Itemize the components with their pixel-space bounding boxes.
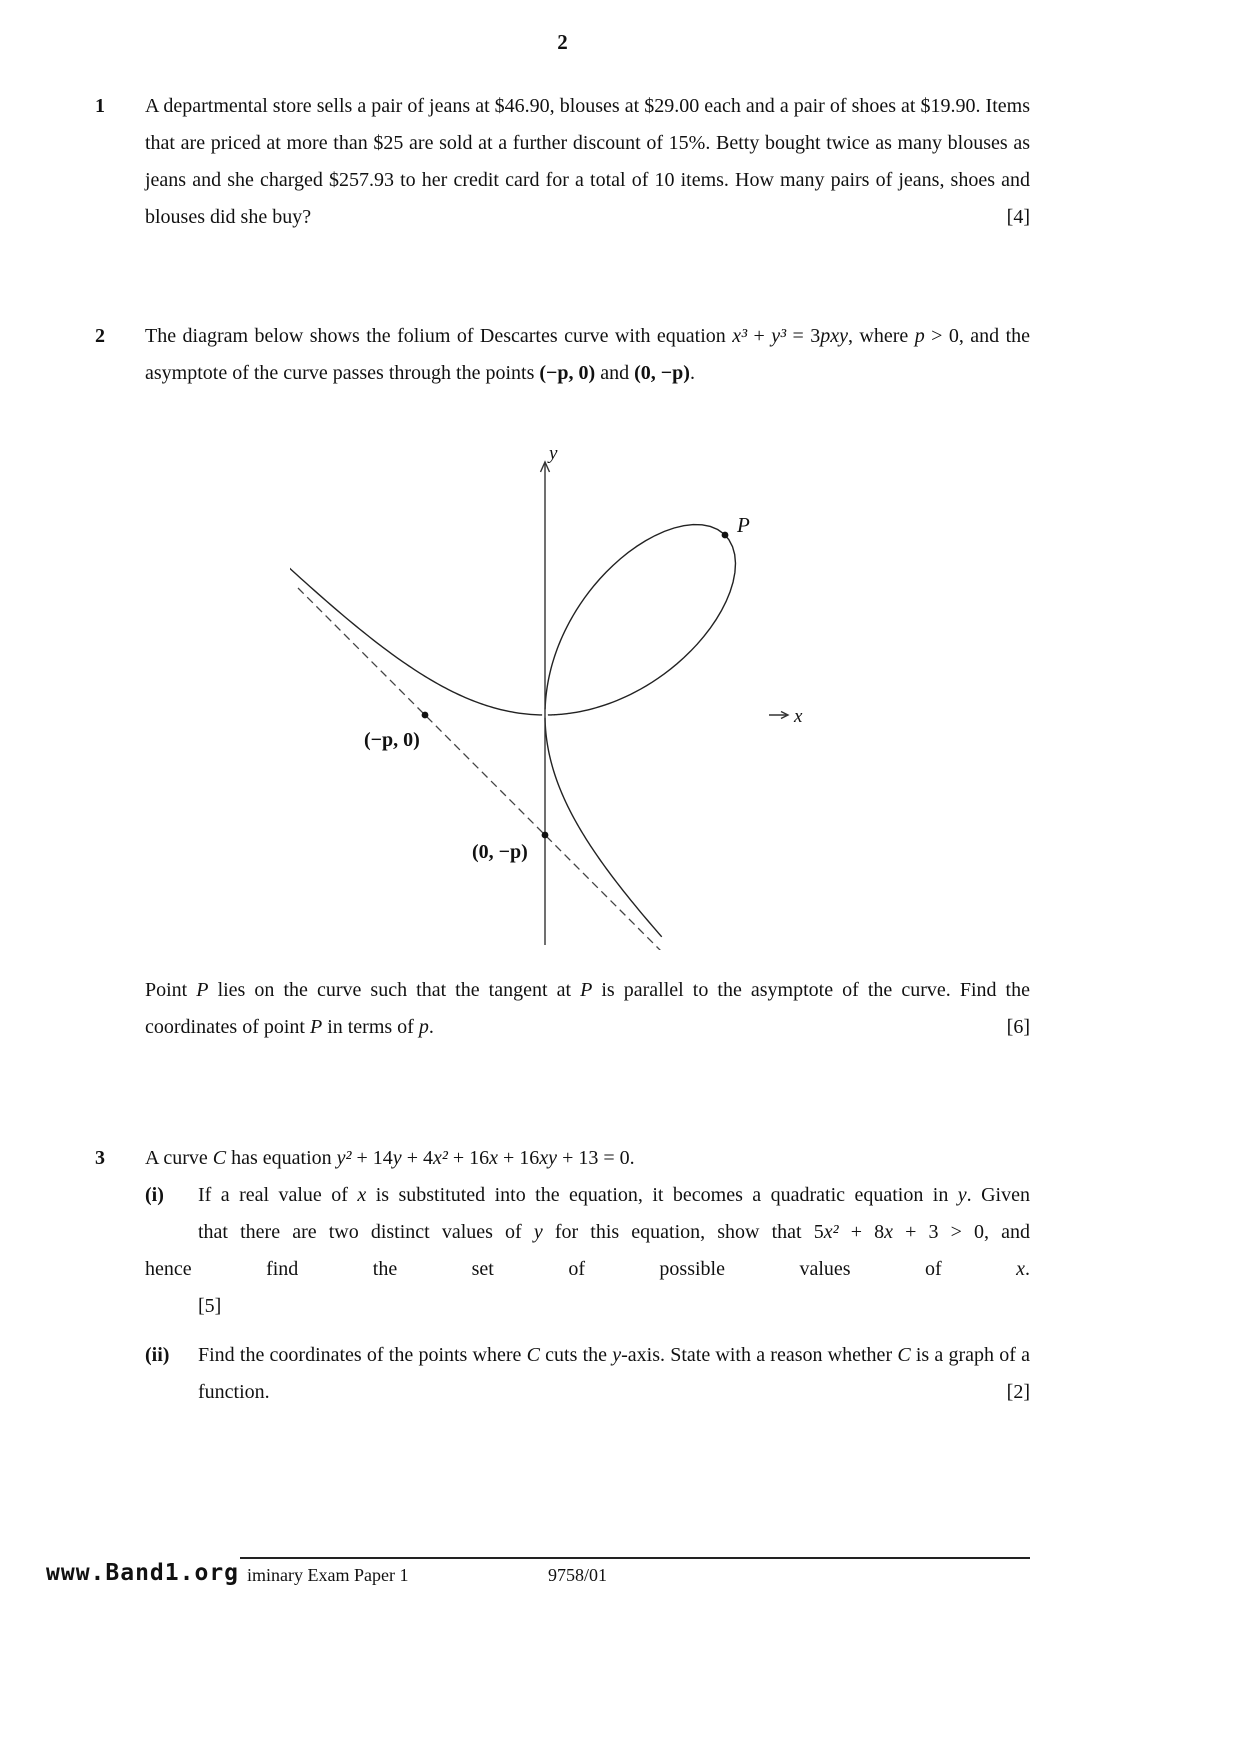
text-segment: x: [1016, 1258, 1025, 1280]
part-i-line-2: [198, 1214, 1030, 1251]
folium-curve-branch: [290, 561, 542, 715]
asymptote-line: [298, 588, 662, 950]
text-segment: + 4: [401, 1147, 433, 1169]
point-0-neg-p-label: (0, −p): [472, 841, 528, 863]
question-1-marks: [4]: [1006, 206, 1030, 228]
part-i-label: (i): [145, 1184, 164, 1206]
question-3-part-ii: [145, 1337, 1030, 1411]
text-segment: Point: [145, 979, 197, 1001]
text-segment: > 0, and the asymptote of the curve passes through the points: [145, 325, 1031, 384]
text-segment: y: [612, 1344, 622, 1366]
text-segment: is a graph of a function.: [198, 1344, 1030, 1403]
question-3-head: [145, 1140, 1030, 1177]
text-segment: +: [747, 325, 772, 347]
part-ii-label: (ii): [145, 1344, 170, 1366]
question-3: [95, 1140, 1030, 1411]
text-segment: P: [309, 1016, 323, 1038]
point-p-label: P: [737, 513, 750, 537]
text-segment: .: [428, 1016, 434, 1038]
text-segment: is substituted into the equation, it becomes a quadratic equation in: [366, 1184, 958, 1206]
text-segment: + 13 = 0.: [557, 1147, 635, 1169]
page-number: 2: [557, 30, 568, 54]
y-axis-label: y: [549, 445, 558, 464]
text-segment: cuts the: [539, 1344, 613, 1366]
question-2: [95, 318, 1030, 1046]
question-2-body: [145, 318, 1030, 1046]
watermark-url: www.Band1.org: [46, 1560, 240, 1586]
text-segment: + 8: [838, 1221, 885, 1243]
question-1: [95, 88, 1030, 236]
text-segment: lies on the curve such that the tangent at: [208, 979, 581, 1001]
text-segment: that there are two distinct values of: [198, 1221, 534, 1243]
text-segment: C: [526, 1344, 540, 1366]
text-segment: y²: [336, 1147, 352, 1169]
text-segment: If a real value of: [198, 1184, 358, 1206]
part-i-line-3: [145, 1251, 1030, 1288]
text-segment: The diagram below shows the folium of Descartes curve with equation: [145, 325, 733, 347]
text-segment: xy: [539, 1147, 558, 1169]
text-segment: .: [1025, 1258, 1030, 1280]
folium-curve: [290, 525, 735, 937]
part-i-body: [198, 1177, 1030, 1251]
text-segment: is parallel to the asymptote of the curve. Find the coordinates of point: [145, 979, 1030, 1038]
footer-paper-code: 9758/01: [548, 1565, 608, 1585]
text-segment: hence find the set of possible values of: [145, 1258, 1017, 1280]
text-segment: P: [196, 979, 209, 1001]
text-segment: .: [689, 362, 695, 384]
point-neg-p-0-label: (−p, 0): [364, 729, 420, 751]
text-segment: x³: [732, 325, 748, 347]
question-3-number: 3: [95, 1147, 105, 1169]
text-segment: + 16: [447, 1147, 490, 1169]
point-p-dot: [722, 532, 729, 539]
question-1-number: 1: [95, 95, 105, 117]
part-ii-text: [198, 1337, 1030, 1411]
text-segment: p: [418, 1016, 429, 1038]
text-segment: y: [957, 1184, 967, 1206]
text-segment: for this equation, show that 5: [542, 1221, 824, 1243]
text-segment: (0, −p): [634, 362, 690, 384]
text-segment: Find the coordinates of the points where: [198, 1344, 527, 1366]
text-segment: and: [595, 362, 635, 384]
text-segment: in terms of: [322, 1016, 419, 1038]
text-segment: A curve: [145, 1147, 213, 1169]
point-neg-p-0-dot: [422, 712, 429, 719]
folium-curve-branch: [545, 525, 735, 715]
folium-diagram-container: [290, 445, 810, 950]
text-segment: . Given: [966, 1184, 1030, 1206]
part-ii-body: [198, 1337, 1030, 1411]
part-i-marks: [5]: [198, 1295, 222, 1317]
text-segment: A departmental store sells a pair of jeans at $46.90, blouses at $29.00 each and a pair of shoes at $19.90. Items that are priced at more than $25 are sold at a further discount of 15%. Betty bought twice as many blouses as jeans and she charged $257.93 to her credit card for a total of 10 items. How many pairs of jeans, shoes and blouses did she buy?: [145, 95, 1030, 228]
question-2-after-text: [145, 972, 1030, 1046]
footer-divider: [240, 1557, 1030, 1559]
text-segment: x²: [823, 1221, 839, 1243]
text-segment: = 3: [786, 325, 821, 347]
part-ii-marks: [2]: [1006, 1381, 1030, 1403]
question-1-body: [145, 88, 1030, 236]
question-3-part-i: [145, 1177, 1030, 1251]
question-2-number: 2: [95, 325, 105, 347]
text-segment: C: [897, 1344, 911, 1366]
text-segment: y: [533, 1221, 543, 1243]
question-2-intro: [145, 318, 1030, 392]
x-axis-label: x: [794, 706, 803, 727]
text-segment: -axis. State with a reason whether: [621, 1344, 898, 1366]
text-segment: pxy: [820, 325, 848, 347]
text-segment: y³: [771, 325, 787, 347]
text-segment: x: [489, 1147, 499, 1169]
text-segment: P: [580, 979, 593, 1001]
text-segment: C: [212, 1147, 227, 1169]
question-2-marks: [6]: [1006, 1016, 1030, 1038]
text-segment: y: [392, 1147, 402, 1169]
text-segment: (−p, 0): [539, 362, 596, 384]
question-1-text: [145, 88, 1030, 236]
folium-of-descartes-diagram: [290, 445, 810, 950]
point-0-neg-p-dot: [542, 832, 549, 839]
text-segment: + 16: [498, 1147, 540, 1169]
text-segment: has equation: [226, 1147, 337, 1169]
text-segment: x²: [432, 1147, 448, 1169]
text-segment: x: [884, 1221, 893, 1243]
text-segment: x: [357, 1184, 367, 1206]
part-i-line-1: [198, 1177, 1030, 1214]
text-segment: + 14: [351, 1147, 393, 1169]
text-segment: p: [914, 325, 925, 347]
footer-exam-title: iminary Exam Paper 1: [247, 1565, 409, 1585]
folium-curve-branch: [545, 718, 662, 937]
text-segment: , where: [848, 325, 915, 347]
question-3-body: [145, 1140, 1030, 1411]
text-segment: + 3 > 0, and: [893, 1221, 1031, 1243]
